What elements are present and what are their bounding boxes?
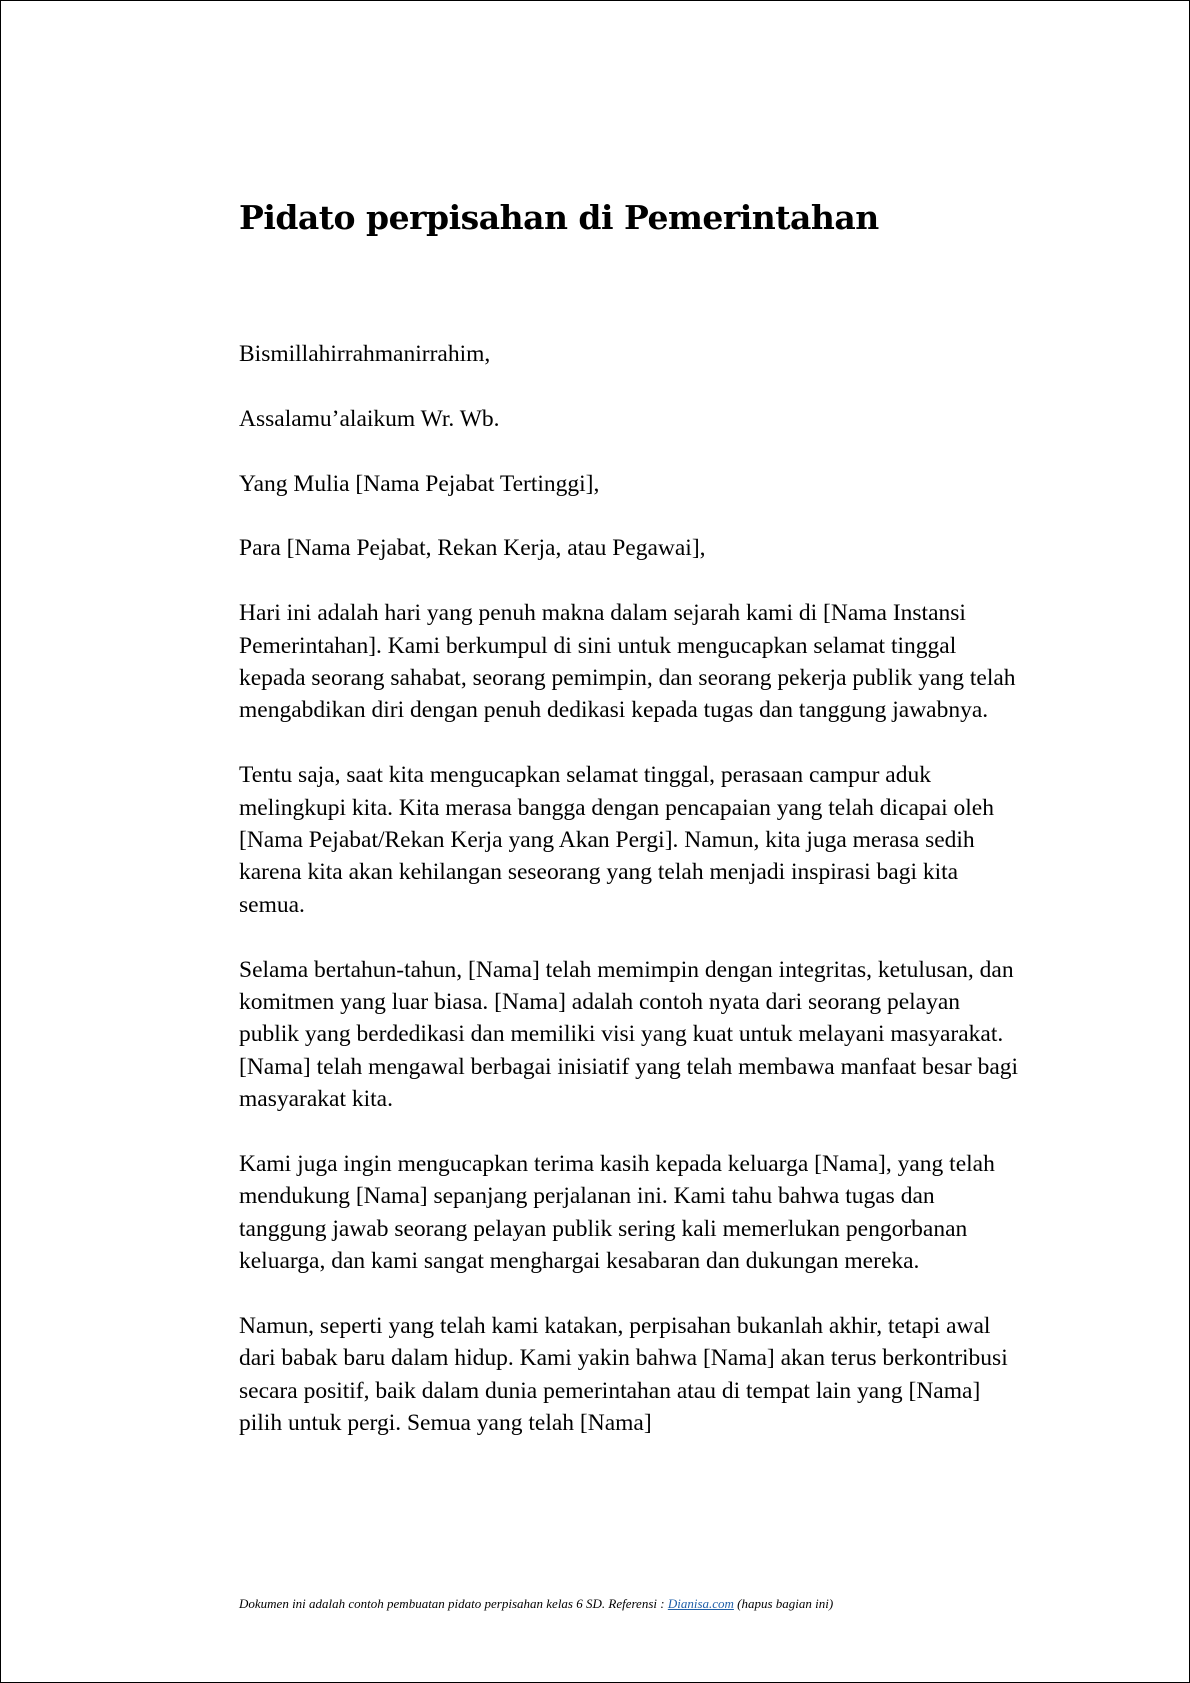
- reference-link[interactable]: Dianisa.com: [667, 1596, 734, 1611]
- paragraph: Namun, seperti yang telah kami katakan, perpisahan bukanlah akhir, tetapi awal dari babak baru dalam hidup. Kami yakin bahwa [Nama] akan terus berkontribusi secara positif, baik dalam dunia pemerintahan atau di tempat lain yang [Nama] pilih untuk pergi. Semua yang telah [Nama]: [239, 1313, 1008, 1437]
- paragraph-basmalah: Bismillahirrahmanirrahim,: [239, 341, 491, 367]
- paragraph: Tentu saja, saat kita mengucapkan selamat tinggal, perasaan campur aduk melingkupi kita. Kita merasa bangga dengan pencapaian yang telah dicapai oleh [Nama Pejabat/Rekan Kerja yang Akan Pergi]. Namun, kita juga merasa sedih karena kita akan kehilangan seseorang yang telah menjadi inspirasi bagi kita semua.: [239, 762, 994, 918]
- paragraph-greeting: Assalamu’alaikum Wr. Wb.: [239, 405, 500, 432]
- paragraph-address-highest: Yang Mulia [Nama Pejabat Tertinggi],: [239, 470, 600, 497]
- paragraph: Selama bertahun-tahun, [Nama] telah memimpin dengan integritas, ketulusan, dan komitmen yang luar biasa. [Nama] adalah contoh nyata dari seorang pelayan publik yang berdedikasi dan memiliki visi yang kuat untuk melayani masyarakat. [Nama] telah mengawal berbagai inisiatif yang telah membawa manfaat besar bagi masyarakat kita.: [239, 956, 1019, 1113]
- document-content: [239, 196, 1019, 1437]
- footer-text: Dokumen ini adalah contoh pembuatan pidato perpisahan kelas 6 SD. Referensi :: [239, 1596, 668, 1611]
- paragraph-address-audience: Para [Nama Pejabat, Rekan Kerja, atau Pegawai],: [239, 535, 706, 562]
- footer-text-after: (hapus bagian ini): [733, 1596, 834, 1611]
- document-title: Pidato perpisahan di Pemerintahan: [239, 198, 879, 237]
- footer-note: [239, 1596, 833, 1612]
- paragraph: Kami juga ingin mengucapkan terima kasih kepada keluarga [Nama], yang telah mendukung [Nama] sepanjang perjalanan ini. Kami tahu bahwa tugas dan tanggung jawab seorang pelayan publik sering kali memerlukan pengorbanan keluarga, dan kami sangat menghargai kesabaran dan dukungan mereka.: [239, 1151, 995, 1275]
- paragraph: Hari ini adalah hari yang penuh makna dalam sejarah kami di [Nama Instansi Pemerintahan]. Kami berkumpul di sini untuk mengucapkan selamat tinggal kepada seorang sahabat, seorang pemimpin, dan seorang pekerja publik yang telah mengabdikan diri dengan penuh dedikasi kepada tugas dan tanggung jawabnya.: [239, 600, 1016, 724]
- document-body: [239, 338, 1019, 1472]
